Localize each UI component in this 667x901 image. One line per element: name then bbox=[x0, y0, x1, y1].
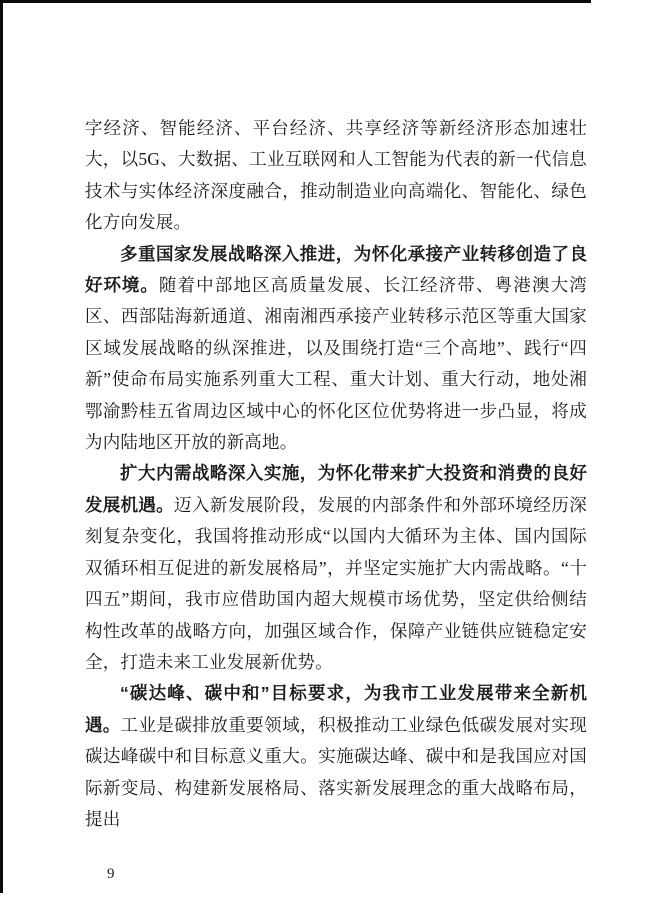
paragraph bbox=[85, 113, 587, 239]
page-number: 9 bbox=[107, 866, 115, 882]
text-segment: 随着中部地区高质量发展、长江经济带、粤港澳大湾区、西部陆海新通道、湘南湘西承接产业转移示范区等重大国家区域发展战略的纵深推进，以及围绕打造“三个高地”、践行“四新”使命布局实施系列重大工程、重大计划、重大行动，地处湘鄂渝黔桂五省周边区域中心的怀化区位优势将进一步凸显，将成为内陆地区开放的新高地。 bbox=[85, 275, 588, 453]
paragraph-lead-bold: 多重国家发展战略深入推进，为怀化承接产业转移创造了良好环境。 bbox=[85, 243, 587, 296]
paragraph-lead-bold: 扩大内需战略深入实施，为怀化带来扩大投资和消费的良好发展机遇。 bbox=[85, 463, 587, 515]
paragraph bbox=[85, 458, 587, 678]
paragraph-lead-bold: “碳达峰、碳中和”目标要求，为我市工业发展带来全新机遇。 bbox=[85, 683, 587, 735]
paragraph bbox=[85, 678, 587, 835]
scan-artifact-top-edge bbox=[0, 0, 591, 3]
text-segment: 迈入新发展阶段，发展的内部条件和外部环境经历深刻复杂变化，我国将推动形成“以国内大循环为主体、国内国际双循环相互促进的新发展格局”，并坚定实施扩大内需战略。“十四五”期间，我市应借助国内超大规模市场优势，坚定供给侧结构性改革的战略方向，加强区域合作，保障产业链供应链稳定安全，打造未来工业发展新优势。 bbox=[85, 494, 587, 672]
text-segment: 字经济、智能经济、平台经济、共享经济等新经济形态加速壮大，以5G、大数据、工业互联网和人工智能为代表的新一代信息技术与实体经济深度融合，推动制造业向高端化、智能化、绿色化方向发展。 bbox=[85, 118, 587, 233]
text-segment: 工业是碳排放重要领域，积极推动工业绿色低碳发展对实现碳达峰碳中和目标意义重大。实施碳达峰、碳中和是我国应对国际新变局、构建新发展格局、落实新发展理念的重大战略布局，提出 bbox=[85, 714, 588, 829]
document-body bbox=[85, 113, 587, 835]
paragraph bbox=[85, 239, 587, 459]
scan-artifact-left-edge bbox=[0, 0, 3, 893]
